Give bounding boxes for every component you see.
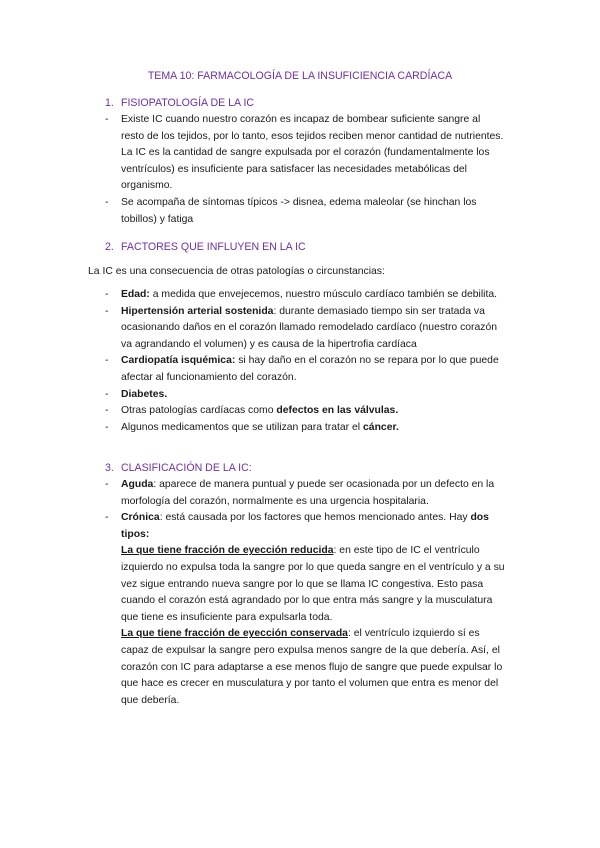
list-item-text: Se acompaña de síntomas típicos -> disnea, edema maleolar (se hinchan los tobillos) y fatiga — [121, 196, 477, 225]
subtype-reduced — [121, 543, 505, 626]
list-item-text: : durante demasiado tiempo sin ser tratada va ocasionando daños en el corazón llamado remodelado cardíaco (nuestro corazón va agrandando el volumen) y es causa de la hipertrofia cardíaca — [121, 305, 498, 350]
list-item-text: Existe IC cuando nuestro corazón es incapaz de bombear suficiente sangre al resto de los tejidos, por lo tanto, esos tejidos reciben menor cantidad de nutrientes. La IC es la cantidad de sangre expulsada por el corazón (fundamentalmente los ventrículos) es insuficiente para satisfacer las necesidades metabólicas del organismo. — [121, 114, 504, 192]
list-item — [105, 304, 505, 354]
list-item-text: Otras patologías cardíacas como — [121, 405, 277, 417]
document-title: TEMA 10: FARMACOLOGÍA DE LA INSUFICIENCIA CARDÍACA — [147, 70, 453, 82]
section-number: 3. — [105, 462, 114, 474]
subtype-text: : el ventrículo izquierdo sí es capaz de expulsar la sangre pero expulsa menos sangre de la que debería. Así, el corazón con IC para adaptarse a ese menos flujo de sangre que puede expulsar lo que hace es crecer en musculatura y por tanto el volumen que entra es menor del que debería. — [121, 628, 503, 706]
subtype-label: La que tiene fracción de eyección reducida — [121, 545, 334, 557]
list-item-bold: Cardiopatía isquémica: — [121, 355, 236, 367]
list-item — [105, 195, 505, 228]
list-item-bold: cáncer. — [363, 421, 399, 433]
subtype-text: : en este tipo de IC el ventrículo izquierdo no expulsa toda la sangre por lo que queda sangre en el ventrículo y a su vez sigue entrando nueva sangre por lo que se llama IC congestiva. Esto pasa cuando el corazón está agrandado por lo que entra más sangre y la musculatura que tiene es insuficiente para expulsarla toda. — [121, 545, 505, 623]
list-item-bold: defectos en las válvulas. — [276, 405, 399, 417]
section-heading-3 — [105, 462, 252, 474]
list-item-bold: dos tipos: — [121, 512, 489, 540]
section-heading-2 — [105, 241, 306, 253]
list-item — [105, 112, 505, 195]
list-item-bold: Hipertensión arterial sostenida — [121, 305, 274, 317]
section-2-intro: La IC es una consecuencia de otras patologías o circunstancias: — [88, 266, 385, 277]
section-1-list — [105, 112, 505, 228]
section-title: CLASIFICACIÓN DE LA IC: — [121, 462, 252, 474]
section-title: FISIOPATOLOGÍA DE LA IC — [121, 97, 255, 109]
list-item-text: : aparece de manera puntual y puede ser ocasionada por un defecto en la morfología del corazón, normalmente es una urgencia hospitalaria. — [121, 479, 495, 507]
list-item — [105, 420, 505, 437]
subtype-preserved — [121, 626, 505, 709]
section-heading-1 — [105, 97, 254, 109]
section-3-list — [105, 477, 505, 709]
section-number: 2. — [105, 241, 114, 253]
list-item-bold: Diabetes. — [121, 388, 168, 400]
subtype-label: La que tiene fracción de eyección conservada — [121, 628, 348, 640]
list-item — [105, 403, 505, 420]
list-item — [105, 387, 505, 404]
list-item — [105, 287, 505, 304]
list-item-text: : está causada por los factores que hemos mencionado antes. Hay — [159, 512, 471, 524]
list-item-bold: Crónica — [121, 512, 160, 524]
section-number: 1. — [105, 97, 114, 109]
list-item — [105, 353, 505, 386]
list-item-text: a medida que envejecemos, nuestro músculo cardíaco también se debilita. — [149, 289, 498, 300]
list-item — [105, 510, 505, 709]
list-item — [105, 477, 505, 510]
list-item-bold: Edad: — [121, 289, 150, 300]
section-2-list — [105, 287, 505, 436]
list-item-bold: Aguda — [121, 479, 154, 490]
list-item-text: Algunos medicamentos que se utilizan para tratar el — [121, 421, 364, 433]
list-item-text: si hay daño en el corazón no se repara por lo que puede afectar al funcionamiento del corazón. — [121, 355, 499, 383]
section-title: FACTORES QUE INFLUYEN EN LA IC — [121, 241, 306, 253]
